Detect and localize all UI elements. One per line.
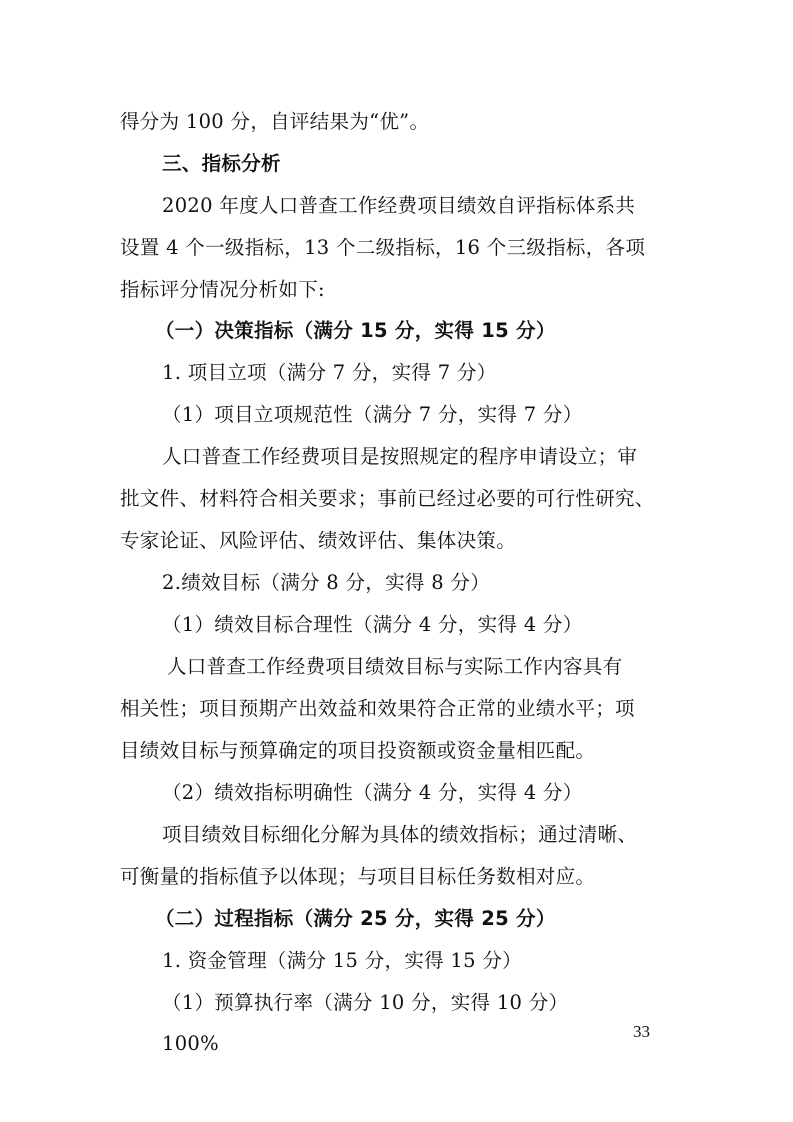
item-heading: 1. 项目立项（满分 7 分，实得 7 分）	[162, 361, 497, 384]
subitem-heading: （2）绩效指标明确性（满分 4 分，实得 4 分）	[162, 781, 583, 804]
paragraph-line: 2020 年度人口普查工作经费项目绩效自评指标体系共	[162, 194, 636, 217]
paragraph-line: 专家论证、风险评估、绩效评估、集体决策。	[120, 529, 517, 552]
text-line: 得分为 100 分，自评结果为“优”。	[120, 110, 430, 133]
subitem-heading: （1）绩效目标合理性（满分 4 分，实得 4 分）	[162, 613, 583, 636]
paragraph-line: 人口普查工作经费项目绩效目标与实际工作内容具有	[167, 655, 623, 678]
paragraph-line: 设置 4 个一级指标，13 个二级指标，16 个三级指标，各项	[120, 236, 646, 259]
subsection-heading: （二）过程指标（满分 25 分，实得 25 分）	[155, 907, 556, 930]
paragraph-line: 项目绩效目标细化分解为具体的绩效指标；通过清晰、	[162, 823, 638, 846]
paragraph-line: 批文件、材料符合相关要求；事前已经过必要的可行性研究、	[120, 487, 655, 510]
paragraph-line: 可衡量的指标值予以体现；与项目目标任务数相对应。	[120, 865, 596, 888]
item-heading: 1. 资金管理（满分 15 分，实得 15 分）	[162, 949, 522, 972]
subsection-heading: （一）决策指标（满分 15 分，实得 15 分）	[155, 319, 556, 342]
subitem-heading: （1）预算执行率（满分 10 分，实得 10 分）	[162, 991, 569, 1014]
paragraph-line: 目绩效目标与预算确定的项目投资额或资金量相匹配。	[120, 739, 596, 762]
subitem-heading: （1）项目立项规范性（满分 7 分，实得 7 分）	[162, 403, 583, 426]
section-heading: 三、指标分析	[162, 152, 281, 175]
item-heading: 2.绩效目标（满分 8 分，实得 8 分）	[162, 571, 491, 594]
paragraph-line: 相关性；项目预期产出效益和效果符合正常的业绩水平；项	[120, 697, 635, 720]
paragraph-line: 100%	[162, 1032, 219, 1055]
paragraph-line: 人口普查工作经费项目是按照规定的程序申请设立；审	[162, 445, 638, 468]
page-number: 33	[633, 1022, 650, 1041]
paragraph-line: 指标评分情况分析如下:	[120, 278, 325, 301]
